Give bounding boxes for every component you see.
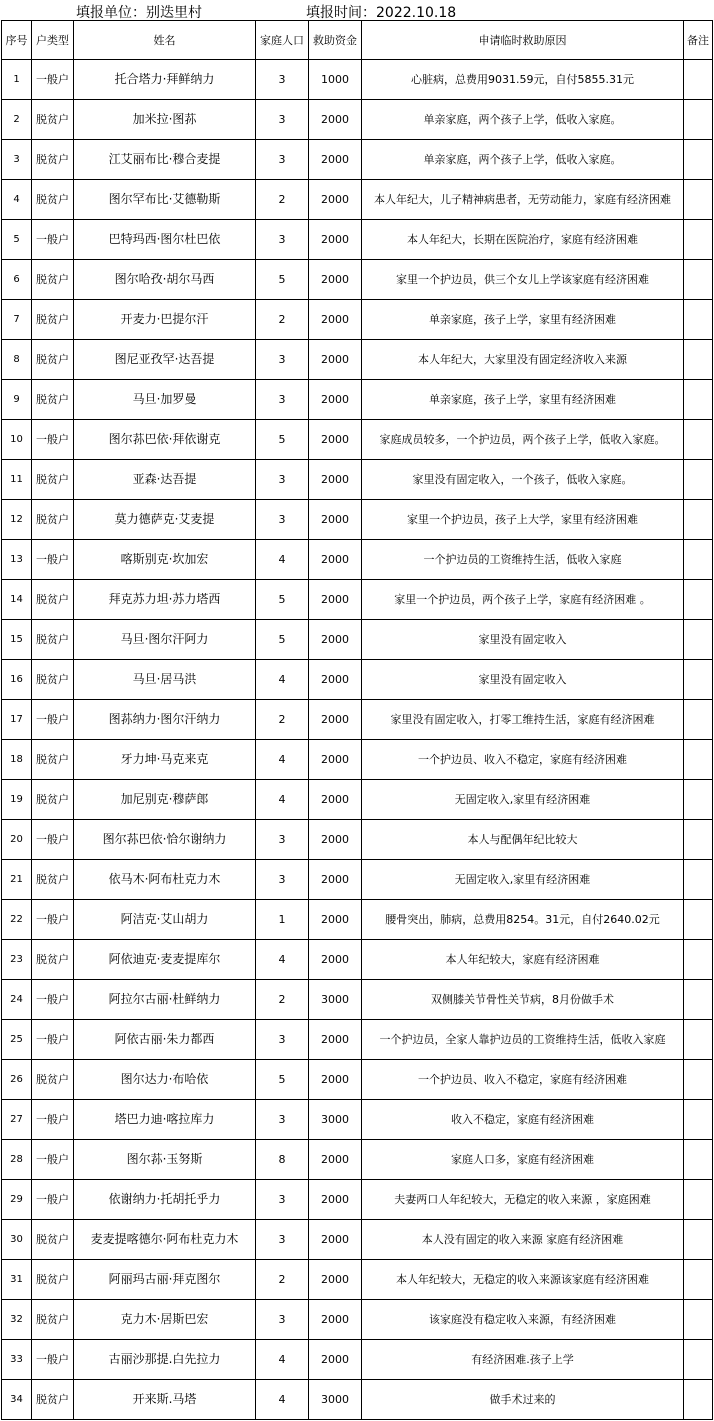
- cell-reason: 无固定收入,家里有经济困难: [362, 860, 684, 900]
- cell-type: 脱贫户: [32, 180, 74, 220]
- table-row: [2, 740, 713, 780]
- cell-name: 图尔荪巴依·恰尔谢纳力: [74, 820, 256, 860]
- cell-reason: 家庭人口多，家庭有经济困难: [362, 1140, 684, 1180]
- cell-family: 2: [256, 700, 309, 740]
- cell-reason: 本人与配偶年纪比较大: [362, 820, 684, 860]
- cell-seq: 15: [2, 620, 32, 660]
- cell-name: 喀斯别克·坎加宏: [74, 540, 256, 580]
- table-row: [2, 220, 713, 260]
- cell-name: 阿丽玛古丽·拜克图尔: [74, 1260, 256, 1300]
- cell-remark: [684, 140, 713, 180]
- cell-family: 3: [256, 820, 309, 860]
- cell-family: 1: [256, 900, 309, 940]
- cell-remark: [684, 60, 713, 100]
- cell-reason: 一个护边员的工资维持生活，低收入家庭: [362, 540, 684, 580]
- cell-family: 3: [256, 1100, 309, 1140]
- cell-reason: 家里没有固定收入: [362, 620, 684, 660]
- cell-funds: 2000: [309, 180, 362, 220]
- table-row: [2, 60, 713, 100]
- cell-family: 5: [256, 620, 309, 660]
- table-row: [2, 980, 713, 1020]
- col-header-funds: 救助资金: [309, 21, 362, 60]
- cell-remark: [684, 1220, 713, 1260]
- cell-family: 3: [256, 460, 309, 500]
- cell-name: 克力木·居斯巴宏: [74, 1300, 256, 1340]
- cell-reason: 家里一个护边员，两个孩子上学，家庭有经济困难 。: [362, 580, 684, 620]
- cell-funds: 3000: [309, 1100, 362, 1140]
- cell-funds: 3000: [309, 1380, 362, 1420]
- cell-type: 脱贫户: [32, 140, 74, 180]
- cell-type: 脱贫户: [32, 380, 74, 420]
- table-row: [2, 1340, 713, 1380]
- table-row: [2, 1380, 713, 1420]
- cell-name: 图尔荪·玉努斯: [74, 1140, 256, 1180]
- cell-type: 脱贫户: [32, 860, 74, 900]
- cell-funds: 2000: [309, 460, 362, 500]
- cell-family: 3: [256, 140, 309, 180]
- cell-name: 加尼别克·穆萨郎: [74, 780, 256, 820]
- table-row: [2, 420, 713, 460]
- cell-reason: 本人年纪较大，无稳定的收入来源该家庭有经济困难: [362, 1260, 684, 1300]
- cell-type: 脱贫户: [32, 1300, 74, 1340]
- cell-name: 图尼亚孜罕·达吾提: [74, 340, 256, 380]
- cell-funds: 2000: [309, 260, 362, 300]
- cell-funds: 2000: [309, 1140, 362, 1180]
- cell-name: 依谢纳力·托胡托乎力: [74, 1180, 256, 1220]
- cell-reason: 本人年纪大，儿子精神病患者，无劳动能力，家庭有经济困难: [362, 180, 684, 220]
- table-row: [2, 100, 713, 140]
- cell-name: 亚森·达吾提: [74, 460, 256, 500]
- table-row: [2, 940, 713, 980]
- table-row: [2, 860, 713, 900]
- reporting-time: 填报时间：2022.10.18: [306, 5, 457, 21]
- cell-seq: 4: [2, 180, 32, 220]
- cell-type: 一般户: [32, 1340, 74, 1380]
- cell-reason: 单亲家庭，两个孩子上学，低收入家庭。: [362, 100, 684, 140]
- cell-type: 一般户: [32, 420, 74, 460]
- cell-family: 3: [256, 1220, 309, 1260]
- cell-type: 脱贫户: [32, 300, 74, 340]
- cell-remark: [684, 100, 713, 140]
- cell-reason: 家里没有固定收入: [362, 660, 684, 700]
- cell-family: 5: [256, 420, 309, 460]
- cell-family: 5: [256, 260, 309, 300]
- cell-family: 4: [256, 1380, 309, 1420]
- cell-reason: 一个护边员，全家人靠护边员的工资维持生活，低收入家庭: [362, 1020, 684, 1060]
- cell-reason: 本人年纪大，长期在医院治疗，家庭有经济困难: [362, 220, 684, 260]
- cell-seq: 19: [2, 780, 32, 820]
- cell-seq: 34: [2, 1380, 32, 1420]
- cell-reason: 有经济困难.孩子上学: [362, 1340, 684, 1380]
- cell-seq: 18: [2, 740, 32, 780]
- cell-remark: [684, 820, 713, 860]
- table-row: [2, 700, 713, 740]
- cell-seq: 22: [2, 900, 32, 940]
- cell-reason: 该家庭没有稳定收入来源，有经济困难: [362, 1300, 684, 1340]
- cell-name: 阿拉尔古丽·杜鲜纳力: [74, 980, 256, 1020]
- table-row: [2, 380, 713, 420]
- cell-type: 脱贫户: [32, 780, 74, 820]
- cell-family: 4: [256, 940, 309, 980]
- cell-remark: [684, 1180, 713, 1220]
- table-row: [2, 1140, 713, 1180]
- cell-name: 巴特玛西·图尔杜巴依: [74, 220, 256, 260]
- cell-reason: 做手术过来的: [362, 1380, 684, 1420]
- cell-seq: 9: [2, 380, 32, 420]
- cell-name: 图尔罕布比·艾德勒斯: [74, 180, 256, 220]
- cell-remark: [684, 1260, 713, 1300]
- cell-seq: 25: [2, 1020, 32, 1060]
- cell-name: 马旦·居马洪: [74, 660, 256, 700]
- cell-seq: 3: [2, 140, 32, 180]
- table-row: [2, 1180, 713, 1220]
- relief-table: [1, 20, 713, 1420]
- cell-funds: 2000: [309, 660, 362, 700]
- cell-name: 图尔哈孜·胡尔马西: [74, 260, 256, 300]
- cell-family: 3: [256, 500, 309, 540]
- cell-seq: 27: [2, 1100, 32, 1140]
- cell-type: 一般户: [32, 220, 74, 260]
- cell-remark: [684, 1060, 713, 1100]
- cell-family: 3: [256, 380, 309, 420]
- table-row: [2, 780, 713, 820]
- cell-type: 脱贫户: [32, 1060, 74, 1100]
- cell-funds: 2000: [309, 300, 362, 340]
- cell-type: 一般户: [32, 1180, 74, 1220]
- cell-seq: 24: [2, 980, 32, 1020]
- cell-remark: [684, 420, 713, 460]
- table-row: [2, 180, 713, 220]
- cell-remark: [684, 540, 713, 580]
- cell-family: 3: [256, 1020, 309, 1060]
- cell-seq: 23: [2, 940, 32, 980]
- cell-family: 5: [256, 1060, 309, 1100]
- cell-type: 脱贫户: [32, 460, 74, 500]
- cell-funds: 2000: [309, 820, 362, 860]
- cell-remark: [684, 380, 713, 420]
- cell-type: 脱贫户: [32, 260, 74, 300]
- col-header-remark: 备注: [684, 21, 713, 60]
- cell-funds: 2000: [309, 1300, 362, 1340]
- table-row: [2, 660, 713, 700]
- table-row: [2, 1020, 713, 1060]
- cell-seq: 8: [2, 340, 32, 380]
- cell-type: 一般户: [32, 1020, 74, 1060]
- cell-funds: 2000: [309, 1180, 362, 1220]
- cell-type: 一般户: [32, 820, 74, 860]
- cell-reason: 单亲家庭，孩子上学，家里有经济困难: [362, 380, 684, 420]
- cell-remark: [684, 300, 713, 340]
- cell-seq: 32: [2, 1300, 32, 1340]
- cell-type: 一般户: [32, 900, 74, 940]
- cell-type: 一般户: [32, 700, 74, 740]
- cell-family: 4: [256, 660, 309, 700]
- cell-remark: [684, 220, 713, 260]
- cell-reason: 夫妻两口人年纪较大，无稳定的收入来源 ，家庭困难: [362, 1180, 684, 1220]
- cell-seq: 14: [2, 580, 32, 620]
- table-row: [2, 340, 713, 380]
- cell-type: 脱贫户: [32, 1260, 74, 1300]
- cell-funds: 2000: [309, 140, 362, 180]
- cell-family: 2: [256, 300, 309, 340]
- cell-name: 江艾丽布比·穆合麦提: [74, 140, 256, 180]
- cell-funds: 2000: [309, 220, 362, 260]
- cell-funds: 2000: [309, 1060, 362, 1100]
- cell-seq: 1: [2, 60, 32, 100]
- cell-remark: [684, 860, 713, 900]
- cell-type: 脱贫户: [32, 340, 74, 380]
- cell-type: 脱贫户: [32, 100, 74, 140]
- cell-family: 3: [256, 860, 309, 900]
- cell-funds: 2000: [309, 940, 362, 980]
- cell-remark: [684, 740, 713, 780]
- cell-family: 3: [256, 220, 309, 260]
- cell-seq: 2: [2, 100, 32, 140]
- cell-seq: 29: [2, 1180, 32, 1220]
- cell-remark: [684, 780, 713, 820]
- cell-reason: 本人年纪较大，家庭有经济困难: [362, 940, 684, 980]
- cell-name: 开麦力·巴提尔汗: [74, 300, 256, 340]
- cell-type: 脱贫户: [32, 500, 74, 540]
- col-header-type: 户类型: [32, 21, 74, 60]
- cell-remark: [684, 1020, 713, 1060]
- cell-name: 托合塔力·拜鲜纳力: [74, 60, 256, 100]
- cell-remark: [684, 620, 713, 660]
- cell-family: 3: [256, 1180, 309, 1220]
- cell-remark: [684, 1140, 713, 1180]
- cell-name: 阿依古丽·朱力都西: [74, 1020, 256, 1060]
- cell-funds: 2000: [309, 700, 362, 740]
- cell-name: 马旦·图尔汗阿力: [74, 620, 256, 660]
- cell-seq: 30: [2, 1220, 32, 1260]
- table-row: [2, 1220, 713, 1260]
- cell-seq: 12: [2, 500, 32, 540]
- cell-seq: 26: [2, 1060, 32, 1100]
- cell-family: 4: [256, 780, 309, 820]
- table-row: [2, 500, 713, 540]
- cell-reason: 腰骨突出，肺病，总费用8254。31元，自付2640.02元: [362, 900, 684, 940]
- cell-funds: 2000: [309, 380, 362, 420]
- cell-reason: 双侧膝关节骨性关节病，8月份做手术: [362, 980, 684, 1020]
- cell-type: 脱贫户: [32, 1380, 74, 1420]
- cell-funds: 2000: [309, 420, 362, 460]
- table-row: [2, 540, 713, 580]
- table-row: [2, 460, 713, 500]
- cell-name: 图尔达力·布哈依: [74, 1060, 256, 1100]
- cell-funds: 2000: [309, 1020, 362, 1060]
- cell-reason: 本人没有固定的收入来源 家庭有经济困难: [362, 1220, 684, 1260]
- table-row: [2, 260, 713, 300]
- cell-seq: 20: [2, 820, 32, 860]
- cell-remark: [684, 260, 713, 300]
- cell-family: 3: [256, 60, 309, 100]
- cell-funds: 2000: [309, 500, 362, 540]
- cell-family: 8: [256, 1140, 309, 1180]
- cell-name: 麦麦提喀德尔·阿布杜克力木: [74, 1220, 256, 1260]
- cell-remark: [684, 700, 713, 740]
- cell-seq: 21: [2, 860, 32, 900]
- cell-name: 阿依迪克·麦麦提库尔: [74, 940, 256, 980]
- cell-family: 3: [256, 340, 309, 380]
- cell-name: 开来斯.马塔: [74, 1380, 256, 1420]
- cell-seq: 28: [2, 1140, 32, 1180]
- cell-reason: 家里一个护边员，供三个女儿上学该家庭有经济困难: [362, 260, 684, 300]
- cell-reason: 家里没有固定收入，打零工维持生活，家庭有经济困难: [362, 700, 684, 740]
- cell-reason: 一个护边员、收入不稳定，家庭有经济困难: [362, 1060, 684, 1100]
- cell-seq: 11: [2, 460, 32, 500]
- cell-funds: 2000: [309, 340, 362, 380]
- cell-name: 马旦·加罗曼: [74, 380, 256, 420]
- cell-family: 4: [256, 740, 309, 780]
- cell-remark: [684, 1380, 713, 1420]
- cell-remark: [684, 500, 713, 540]
- cell-reason: 一个护边员、收入不稳定，家庭有经济困难: [362, 740, 684, 780]
- cell-name: 牙力坤·马克来克: [74, 740, 256, 780]
- table-row: [2, 900, 713, 940]
- cell-seq: 7: [2, 300, 32, 340]
- col-header-family: 家庭人口: [256, 21, 309, 60]
- cell-funds: 2000: [309, 860, 362, 900]
- cell-funds: 2000: [309, 540, 362, 580]
- cell-seq: 5: [2, 220, 32, 260]
- table-row: [2, 820, 713, 860]
- cell-funds: 2000: [309, 580, 362, 620]
- cell-type: 一般户: [32, 1140, 74, 1180]
- cell-family: 2: [256, 1260, 309, 1300]
- cell-seq: 17: [2, 700, 32, 740]
- cell-reason: 单亲家庭，孩子上学，家里有经济困难: [362, 300, 684, 340]
- cell-funds: 2000: [309, 900, 362, 940]
- cell-remark: [684, 1100, 713, 1140]
- cell-name: 依马木·阿布杜克力木: [74, 860, 256, 900]
- col-header-name: 姓名: [74, 21, 256, 60]
- cell-remark: [684, 460, 713, 500]
- cell-reason: 单亲家庭，两个孩子上学，低收入家庭。: [362, 140, 684, 180]
- reporting-unit: 填报单位：别迭里村: [76, 5, 202, 21]
- cell-family: 2: [256, 980, 309, 1020]
- table-row: [2, 1060, 713, 1100]
- cell-type: 脱贫户: [32, 1220, 74, 1260]
- table-row: [2, 300, 713, 340]
- cell-remark: [684, 660, 713, 700]
- cell-type: 一般户: [32, 540, 74, 580]
- cell-seq: 31: [2, 1260, 32, 1300]
- cell-seq: 13: [2, 540, 32, 580]
- report-header: [0, 0, 714, 20]
- cell-seq: 10: [2, 420, 32, 460]
- cell-family: 4: [256, 1340, 309, 1380]
- col-header-seq: 序号: [2, 21, 32, 60]
- table-row: [2, 1100, 713, 1140]
- cell-name: 塔巴力迪·喀拉库力: [74, 1100, 256, 1140]
- cell-reason: 无固定收入,家里有经济困难: [362, 780, 684, 820]
- cell-type: 脱贫户: [32, 940, 74, 980]
- cell-name: 拜克苏力坦·苏力塔西: [74, 580, 256, 620]
- cell-remark: [684, 980, 713, 1020]
- cell-reason: 家庭成员较多，一个护边员，两个孩子上学，低收入家庭。: [362, 420, 684, 460]
- cell-reason: 收入不稳定，家庭有经济困难: [362, 1100, 684, 1140]
- cell-name: 图尔荪巴依·拜依谢克: [74, 420, 256, 460]
- cell-family: 3: [256, 1300, 309, 1340]
- table-header-row: [2, 21, 713, 60]
- cell-family: 3: [256, 100, 309, 140]
- table-row: [2, 580, 713, 620]
- cell-funds: 2000: [309, 780, 362, 820]
- cell-remark: [684, 340, 713, 380]
- cell-funds: 2000: [309, 620, 362, 660]
- cell-remark: [684, 900, 713, 940]
- cell-family: 5: [256, 580, 309, 620]
- cell-remark: [684, 580, 713, 620]
- cell-type: 一般户: [32, 1100, 74, 1140]
- cell-funds: 2000: [309, 1220, 362, 1260]
- cell-remark: [684, 1300, 713, 1340]
- cell-type: 脱贫户: [32, 660, 74, 700]
- cell-remark: [684, 940, 713, 980]
- cell-seq: 33: [2, 1340, 32, 1380]
- cell-reason: 家里一个护边员，孩子上大学，家里有经济困难: [362, 500, 684, 540]
- cell-type: 脱贫户: [32, 620, 74, 660]
- table-row: [2, 140, 713, 180]
- cell-remark: [684, 180, 713, 220]
- cell-remark: [684, 1340, 713, 1380]
- table-row: [2, 1300, 713, 1340]
- cell-funds: 2000: [309, 1260, 362, 1300]
- cell-seq: 6: [2, 260, 32, 300]
- cell-name: 阿洁克·艾山胡力: [74, 900, 256, 940]
- cell-reason: 家里没有固定收入，一个孩子，低收入家庭。: [362, 460, 684, 500]
- cell-reason: 心脏病，总费用9031.59元，自付5855.31元: [362, 60, 684, 100]
- cell-funds: 2000: [309, 1340, 362, 1380]
- cell-family: 2: [256, 180, 309, 220]
- cell-funds: 2000: [309, 740, 362, 780]
- col-header-reason: 申请临时救助原因: [362, 21, 684, 60]
- table-row: [2, 1260, 713, 1300]
- table-row: [2, 620, 713, 660]
- cell-type: 脱贫户: [32, 580, 74, 620]
- cell-name: 古丽沙那提.白先拉力: [74, 1340, 256, 1380]
- cell-name: 加米拉·图荪: [74, 100, 256, 140]
- table-body: [2, 60, 713, 1420]
- cell-name: 莫力德萨克·艾麦提: [74, 500, 256, 540]
- cell-type: 一般户: [32, 60, 74, 100]
- cell-seq: 16: [2, 660, 32, 700]
- cell-name: 图荪纳力·图尔汗纳力: [74, 700, 256, 740]
- cell-funds: 1000: [309, 60, 362, 100]
- cell-funds: 2000: [309, 100, 362, 140]
- cell-funds: 3000: [309, 980, 362, 1020]
- cell-type: 脱贫户: [32, 740, 74, 780]
- cell-reason: 本人年纪大，大家里没有固定经济收入来源: [362, 340, 684, 380]
- cell-family: 4: [256, 540, 309, 580]
- cell-type: 一般户: [32, 980, 74, 1020]
